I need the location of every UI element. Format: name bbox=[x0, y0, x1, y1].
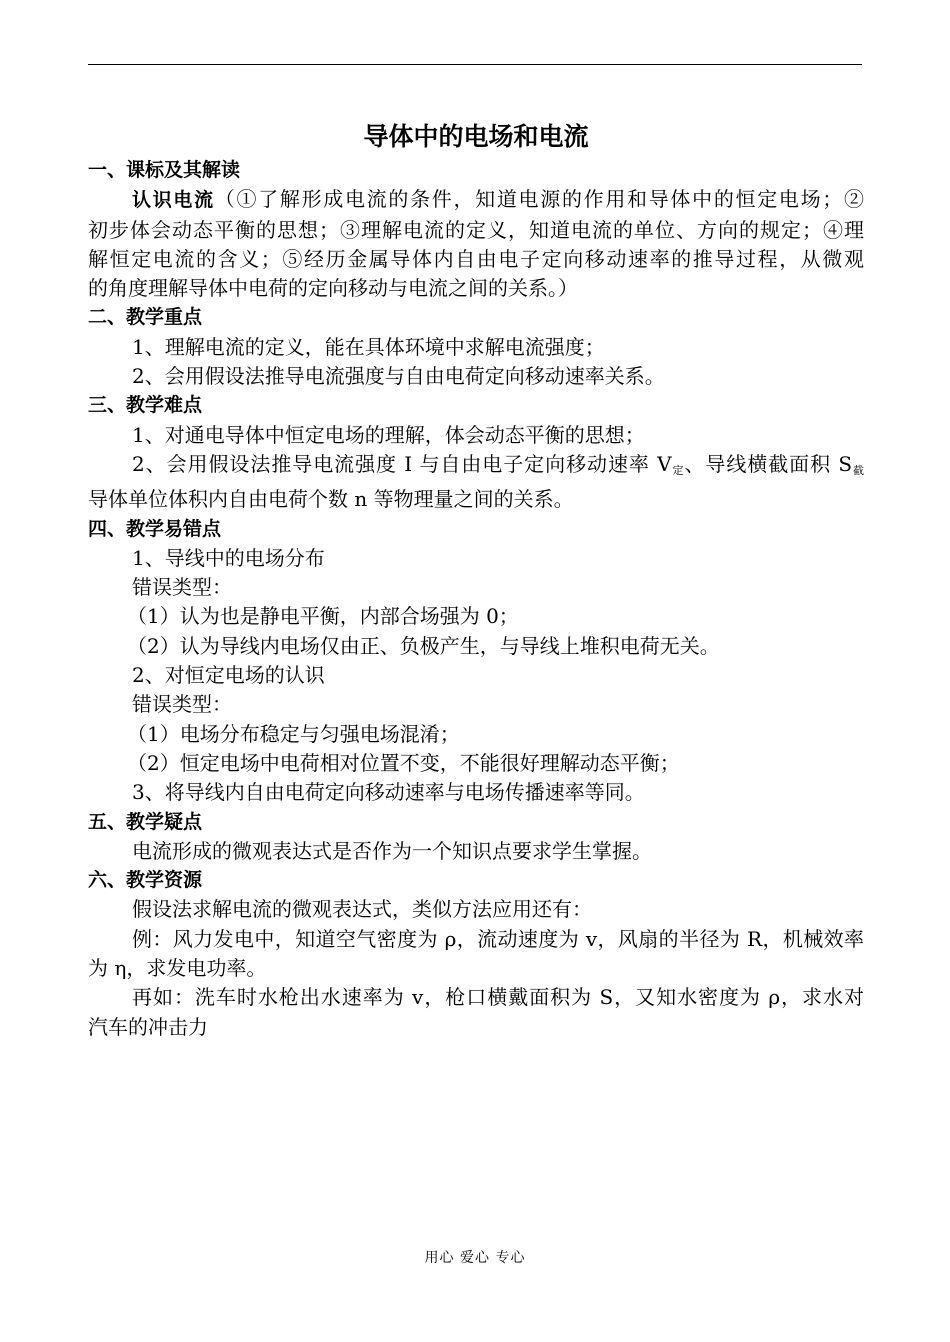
list-item: （2）认为导线内电场仅由正、负极产生，与导线上堆积电荷无关。 bbox=[127, 633, 720, 658]
error-type-label: 错误类型： bbox=[132, 575, 232, 600]
section-heading: 五、教学疑点 bbox=[88, 810, 203, 833]
list-item: 1、对通电导体中恒定电场的理解，体会动态平衡的思想； bbox=[132, 422, 645, 447]
page-title: 导体中的电场和电流 bbox=[363, 122, 589, 151]
section-heading: 六、教学资源 bbox=[88, 869, 203, 892]
example-line: 为 η，求发电功率。 bbox=[88, 956, 267, 981]
list-item: （2）恒定电场中电荷相对位置不变，不能很好理解动态平衡； bbox=[127, 750, 680, 775]
example-line: 再如：洗车时水枪出水速率为 v，枪口横戴面积为 S，又知水密度为 ρ，求水对 bbox=[132, 985, 864, 1010]
list-item: （1）电场分布稳定与匀强电场混淆； bbox=[127, 721, 460, 746]
subscript: 定 bbox=[671, 463, 685, 477]
list-item: 3、将导线内自由电荷定向移动速率与电场传播速率等同。 bbox=[132, 780, 645, 805]
header-rule bbox=[88, 64, 862, 65]
subscript: 截 bbox=[852, 463, 865, 477]
paragraph-line: 初步体会动态平衡的思想；③理解电流的定义，知道电流的单位、方向的规定；④理 bbox=[88, 217, 864, 242]
paragraph-line: 的角度理解导体中电荷的定向移动与电流之间的关系。） bbox=[88, 276, 578, 301]
example-line: 例：风力发电中，知道空气密度为 ρ，流动速度为 v，风扇的半径为 R，机械效率 bbox=[132, 926, 864, 951]
section-heading: 三、教学难点 bbox=[88, 394, 203, 417]
section-heading: 二、教学重点 bbox=[88, 306, 203, 329]
page-footer: 用心 爱心 专心 bbox=[424, 1250, 526, 1266]
list-item: 1、导线中的电场分布 bbox=[132, 545, 325, 570]
paragraph: 假设法求解电流的微观表达式，类似方法应用还有： bbox=[132, 897, 592, 922]
list-item: 2、会用假设法推导电流强度与自由电荷定向移动速率关系。 bbox=[132, 364, 665, 389]
paragraph-line: 解恒定电流的含义；⑤经历金属导体内自由电子定向移动速率的推导过程，从微观 bbox=[88, 246, 864, 271]
error-type-label: 错误类型： bbox=[132, 692, 232, 717]
list-item: （1）认为也是静电平衡，内部合场强为 0； bbox=[127, 604, 519, 629]
list-item: 1、理解电流的定义，能在具体环境中求解电流强度； bbox=[132, 334, 605, 359]
list-item bbox=[88, 450, 864, 485]
document-body bbox=[88, 118, 864, 1042]
section-heading: 四、教学易错点 bbox=[88, 517, 222, 540]
paragraph: 电流形成的微观表达式是否作为一个知识点要求学生掌握。 bbox=[132, 838, 652, 863]
text: （①了解形成电流的条件，知道电源的作用和导体中的恒定电场；② bbox=[214, 187, 864, 212]
text: 、导线横截面积 S bbox=[684, 451, 853, 476]
list-item: 2、对恒定电场的认识 bbox=[132, 663, 325, 688]
bold-lead: 认识电流 bbox=[132, 189, 215, 212]
section-heading: 一、课标及其解读 bbox=[88, 159, 241, 181]
paragraph-line: 导体单位体积内自由电荷个数 n 等物理量之间的关系。 bbox=[88, 487, 574, 512]
paragraph bbox=[88, 185, 864, 215]
text: 2、会用假设法推导电流强度 I 与自由电子定向移动速率 V bbox=[132, 451, 672, 476]
example-line: 汽车的冲击力 bbox=[88, 1014, 208, 1039]
